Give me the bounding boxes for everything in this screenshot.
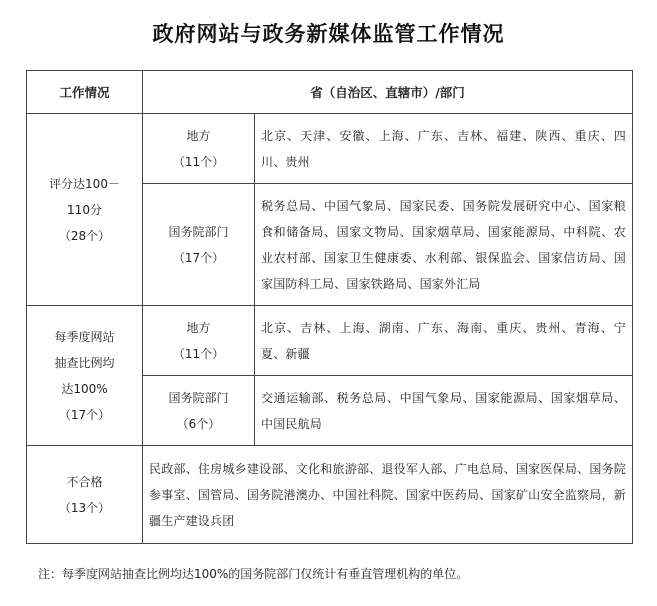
table-row (27, 114, 633, 184)
entity-list: 北京、天津、安徽、上海、广东、吉林、福建、陕西、重庆、四川、贵州 (255, 114, 633, 184)
header-provinces-departments: 省（自治区、直辖市）/部门 (143, 71, 633, 114)
subgroup-label: 地方 （11个） (143, 114, 255, 184)
table-row (27, 306, 633, 376)
table-header-row (27, 71, 633, 114)
entity-list: 交通运输部、税务总局、中国气象局、国家能源局、国家烟草局、中国民航局 (255, 376, 633, 446)
supervision-table (26, 70, 633, 544)
footnote: 注：每季度网站抽查比例均达100%的国务院部门仅统计有垂直管理机构的单位。 (38, 567, 469, 581)
group-label: 每季度网站 抽查比例均 达100% （17个） (27, 306, 143, 446)
subgroup-label: 国务院部门 （17个） (143, 184, 255, 306)
subgroup-label: 国务院部门 （6个） (143, 376, 255, 446)
subgroup-label: 地方 （11个） (143, 306, 255, 376)
entity-list: 北京、吉林、上海、湖南、广东、海南、重庆、贵州、青海、宁夏、新疆 (255, 306, 633, 376)
page-title: 政府网站与政务新媒体监管工作情况 (152, 21, 505, 46)
entity-list: 民政部、住房城乡建设部、文化和旅游部、退役军人部、广电总局、国家医保局、国务院参事室、国管局、国务院港澳办、中国社科院、国家中医药局、国家矿山安全监察局，新疆生产建设兵团 (143, 446, 633, 544)
entity-list: 税务总局、中国气象局、国家民委、国务院发展研究中心、国家粮食和储备局、国家文物局、国家烟草局、国家能源局、中科院、农业农村部、国家卫生健康委、水利部、银保监会、国家信访局、国家国防科工局、国家铁路局、国家外汇局 (255, 184, 633, 306)
group-label: 评分达100－ 110分 （28个） (27, 114, 143, 306)
header-work-status: 工作情况 (27, 71, 143, 114)
group-label: 不合格 （13个） (27, 446, 143, 544)
table-row (27, 446, 633, 544)
